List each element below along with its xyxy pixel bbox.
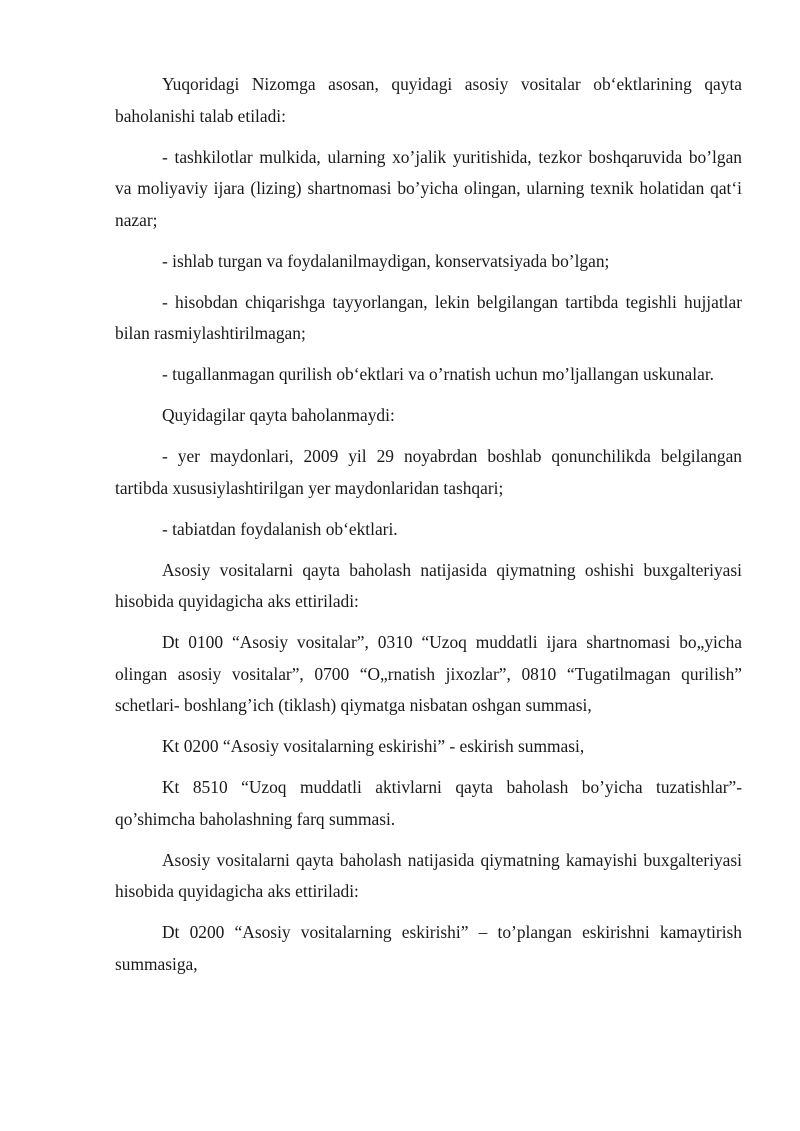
paragraph-item-unfinished-construction: - tugallanmagan qurilish ob‘ektlari va o’rnatish uchun mo’ljallangan uskunalar. — [162, 364, 714, 384]
paragraph-item-natural-resources: - tabiatdan foydalanish ob‘ektlari. — [162, 518, 398, 539]
paragraph-item-write-off: - hisobdan chiqarishga tayyorlangan, lekin belgilangan tartibda tegishli hujjatlar bilan rasmiylashtirilmagan; — [115, 291, 742, 343]
paragraph-item-ownership: - tashkilotlar mulkida, ularning xo’jalik yuritishida, tezkor boshqaruvida bo’lgan va moliyaviy ijara (lizing) shartnomasi bo’yicha olingan, ularning texnik holatidan qat‘i nazar; — [115, 146, 742, 230]
paragraph-item-land-plots: - yer maydonlari, 2009 yil 29 noyabrdan boshlab qonunchilikda belgilangan tartibda xususiylashtirilgan yer maydonlaridan tashqari; — [115, 446, 742, 498]
document-body — [115, 69, 742, 990]
paragraph-not-revalued-intro: Quyidagilar qayta baholanmaydi: — [162, 405, 395, 425]
paragraph-debit-0100: Dt 0100 “Asosiy vositalar”, 0310 “Uzoq muddatli ijara shartnomasi bo„yicha olingan asosiy vositalar”, 0700 “O„rnatish jixozlar”, 0810 “Tugatilmagan qurilish” schetlari- boshlang’ich (tiklash) qiymatga nisbatan oshgan summasi, — [115, 632, 742, 715]
paragraph-revaluation-intro: Yuqoridagi Nizomga asosan, quyidagi asosiy vositalar ob‘ektlarining qayta baholanishi talab etiladi: — [115, 74, 742, 126]
paragraph-credit-8510: Kt 8510 “Uzoq muddatli aktivlarni qayta baholash bo’yicha tuzatishlar”- qo’shimcha baholashning farq summasi. — [115, 777, 742, 829]
paragraph-item-conservation: - ishlab turgan va foydalanilmaydigan, konservatsiyada bo’lgan; — [162, 250, 610, 271]
paragraph-debit-0200: Dt 0200 “Asosiy vositalarning eskirishi” – to’plangan eskirishni kamaytirish summasiga, — [115, 922, 742, 974]
paragraph-decrease-accounting: Asosiy vositalarni qayta baholash natijasida qiymatning kamayishi buxgalteriyasi hisobida quyidagicha aks ettiriladi: — [115, 849, 742, 901]
paragraph-increase-accounting: Asosiy vositalarni qayta baholash natijasida qiymatning oshishi buxgalteriyasi hisobida quyidagicha aks ettiriladi: — [115, 559, 742, 611]
paragraph-credit-0200: Kt 0200 “Asosiy vositalarning eskirishi” - eskirish summasi, — [162, 736, 585, 756]
